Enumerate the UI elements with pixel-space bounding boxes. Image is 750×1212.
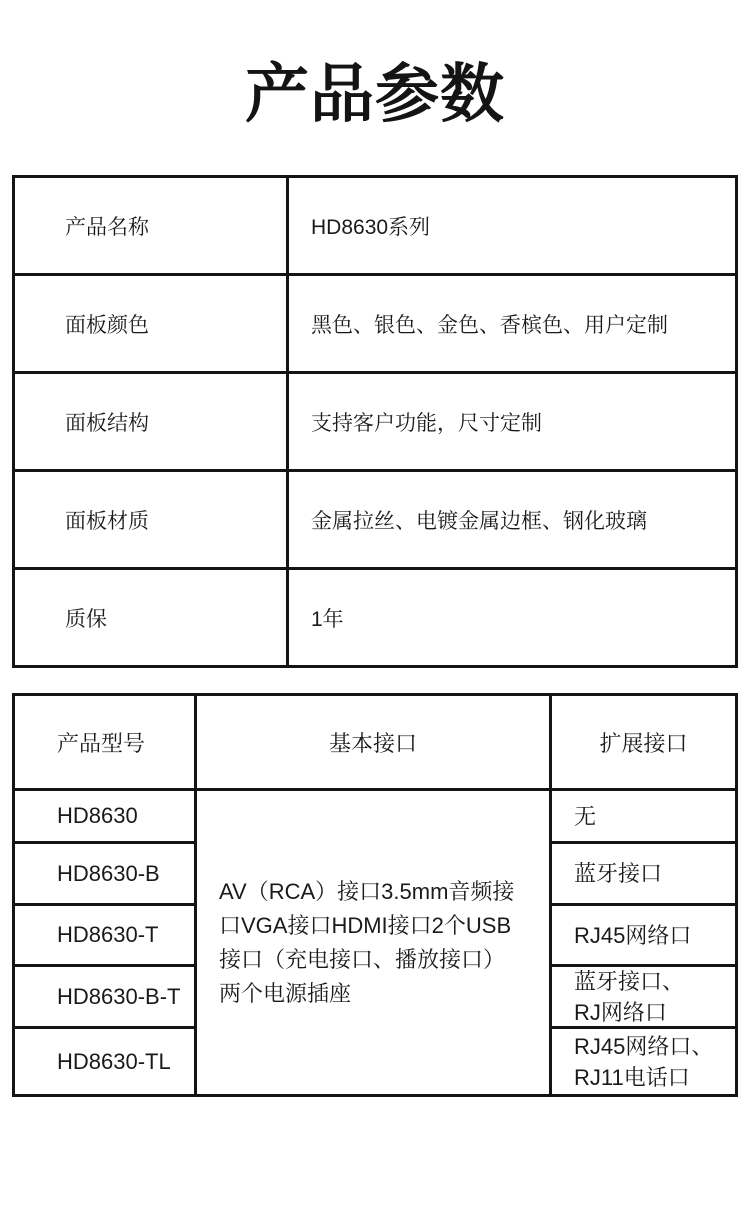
model-cell-hd8630: HD8630 [15, 791, 194, 841]
expansion-cell-hd8630-t [552, 906, 735, 964]
spec-label-warranty: 质保 [15, 570, 286, 665]
page-title: 产品参数 [245, 58, 505, 130]
model-cell-hd8630-tl: HD8630-TL [15, 1029, 194, 1094]
spec-label-panel-structure: 面板结构 [15, 374, 286, 469]
model-interface-table [12, 693, 738, 1097]
basic-interface-line: AV（RCA）接口3.5mm音频接 [219, 878, 515, 904]
spec-label-panel-material: 面板材质 [15, 472, 286, 567]
expansion-line: 蓝牙接口、 [574, 968, 685, 994]
model-cell-hd8630-b: HD8630-B [15, 844, 194, 903]
basic-interface-line: 口VGA接口HDMI接口2个USB [219, 912, 512, 938]
spec-value-panel-material: 金属拉丝、电镀金属边框、钢化玻璃 [289, 472, 735, 567]
model-cell-hd8630-t: HD8630-T [15, 906, 194, 964]
product-specs-table [12, 175, 738, 668]
expansion-line: RJ网络口 [574, 999, 667, 1025]
expansion-line: RJ11电话口 [574, 1064, 690, 1090]
model-cell-hd8630-b-t: HD8630-B-T [15, 967, 194, 1026]
column-header-expansion-interface: 扩展接口 [552, 696, 735, 788]
expansion-line: 无 [574, 803, 597, 829]
expansion-line: RJ45网络口 [574, 922, 692, 948]
spec-value-panel-color: 黑色、银色、金色、香槟色、用户定制 [289, 276, 735, 371]
expansion-cell-hd8630-b [552, 844, 735, 903]
spec-value-panel-structure: 支持客户功能，尺寸定制 [289, 374, 735, 469]
spec-value-warranty: 1年 [289, 570, 735, 665]
basic-interface-line: 两个电源插座 [219, 980, 352, 1006]
basic-interface-cell [197, 791, 549, 1094]
expansion-cell-hd8630-tl [552, 1029, 735, 1094]
spec-label-panel-color: 面板颜色 [15, 276, 286, 371]
expansion-cell-hd8630 [552, 791, 735, 841]
expansion-cell-hd8630-b-t [552, 967, 735, 1026]
column-header-basic-interface: 基本接口 [197, 696, 549, 788]
column-header-model: 产品型号 [15, 696, 194, 788]
basic-interface-line: 接口（充电接口、播放接口） [219, 946, 506, 972]
expansion-line: RJ45网络口、 [574, 1033, 714, 1059]
spec-value-product-name: HD8630系列 [289, 178, 735, 273]
expansion-line: 蓝牙接口 [574, 861, 663, 886]
spec-label-product-name: 产品名称 [15, 178, 286, 273]
